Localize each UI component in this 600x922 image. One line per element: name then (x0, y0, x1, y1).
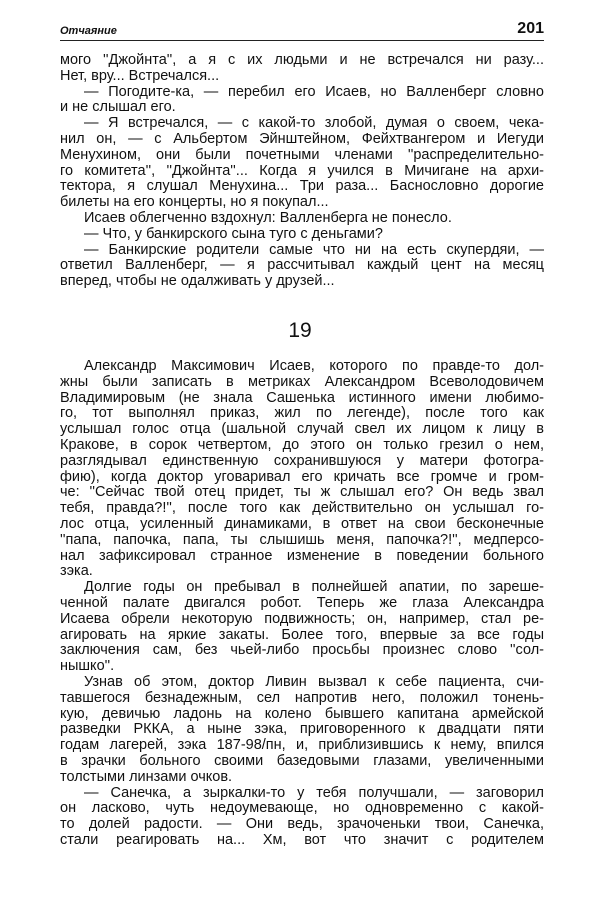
paragraph (60, 227, 544, 243)
text-line: че: ''Сейчас твой отец придет, ты ж слышал его? Он ведь звал (60, 484, 544, 501)
paragraph (60, 359, 544, 580)
text-line: — Банкирские родители самые что ни на есть скупердяи, — (84, 241, 544, 258)
text-line: — Что, у банкирского сына туго с деньгами? (84, 225, 383, 242)
running-header (60, 18, 544, 41)
text-line: Александр Максимович Исаев, которого по правде-то дол- (84, 358, 544, 374)
text-line: Кракове, в сорок четвертом, до этого он только грезил о нем, (60, 436, 544, 453)
text-line: Нет, вру... Встречался... (60, 67, 220, 84)
running-title: Отчаяние (60, 25, 117, 37)
text-line: ченной палате двигался робот. Теперь же глаза Александра (60, 594, 544, 611)
text-line: он ласково, чуть недоумевающе, но одновременно с какой- (60, 800, 544, 817)
text-line: билеты на его концерты, но я покупал... (60, 194, 329, 211)
text-line: — Санечка, а зыркалки-то у тебя получшали, — заговорил (84, 784, 544, 801)
text-line: нил он, — с Альбертом Эйнштейном, Фейхтвангером и Иегуди (60, 130, 544, 147)
text-line: нал зафиксировал странное изменение в поведении больного (60, 547, 544, 564)
text-line: кую, девичью ладонь на колено бывшего капитана армейской (60, 705, 544, 722)
text-line: тавшегося безнадежным, сел напротив него, положил тонень- (60, 689, 544, 706)
text-line: услышал голос отца (шальной случай свел их лицом к лицу в (60, 421, 544, 438)
text-line: — Я встречался, — с какой-то злобой, думая о своем, чека- (84, 115, 544, 132)
text-line: Долгие годы он пребывал в полнейшей апатии, по зареше- (84, 579, 544, 596)
text-line: Исаева обрели некоторую подвижность; он, например, стал ре- (60, 610, 544, 627)
page-number: 201 (517, 20, 544, 37)
text-line: ''папа, папочка, папа, ты слышишь меня, папочка?!'', медперсо- (60, 531, 544, 548)
text-line: годам лагерей, зэка 187-98/пн, и, приблизившись к нему, впился (60, 737, 544, 754)
text-line: зэка. (60, 563, 93, 580)
text-line: разведки РККА, а ныне зэка, приговоренного к двадцати пяти (60, 721, 544, 738)
paragraph (60, 580, 544, 675)
text-line: лос отца, усиленный динамиками, в ответ на свои бесконечные (60, 515, 544, 532)
text-line: мого ''Джойнта'', а я с их людьми и не встречался ни разу... (60, 52, 544, 68)
text-line: го, тот выполнял приказ, жил по легенде), после того как (60, 405, 544, 422)
text-line: тектора, я слушал Менухина... Три раза... Баснословно дорогие (60, 178, 544, 195)
text-line: нышко''. (60, 658, 115, 675)
text-line: Менухином, они были почетными членами ''распределительно- (60, 146, 544, 163)
paragraph (60, 243, 544, 290)
paragraph (60, 116, 544, 211)
text-line: стали реагировать на... Хм, вот что значит с родителем (60, 831, 544, 848)
text-before-chapter (60, 53, 544, 290)
text-line: Исаев облегченно вздохнул: Валленберга не понесло. (84, 209, 452, 226)
text-line: Узнав об этом, доктор Ливин вызвал к себе пациента, счи- (84, 673, 544, 690)
text-line: жны были записать в метриках Александром Всеволодовичем (60, 373, 544, 390)
text-line: агировать на яркие закаты. Более того, впервые за все годы (60, 626, 544, 643)
chapter-text (60, 359, 544, 849)
chapter-number: 19 (288, 319, 312, 342)
text-line: фию), когда доктор уговаривал его кричать все громче и гром- (60, 468, 544, 485)
paragraph (60, 53, 544, 85)
paragraph (60, 85, 544, 117)
text-line: — Погодите-ка, — перебил его Исаев, но Валленберг словно (84, 83, 544, 100)
text-line: толстыми линзами очков. (60, 768, 233, 785)
text-line: то долей радости. — Они ведь, зрачоченьки твои, Санечка, (60, 816, 544, 833)
text-line: и не слышал его. (60, 99, 176, 116)
text-line: Владимировым (не знала Сашенька истинного имени любимо- (60, 389, 544, 406)
text-line: тебя, правда?!'', после того как действительно он услышал го- (60, 500, 544, 517)
paragraph (60, 211, 544, 227)
text-line: го комитета'', ''Джойнта''... Когда я учился в Мичигане на архи- (60, 162, 544, 179)
text-line: ответил Валленберг, — я рассчитывал каждый цент на месяц (60, 257, 544, 274)
text-line: разглядывал единственную сохранившуюся у матери фотогра- (60, 452, 544, 469)
paragraph (60, 675, 544, 786)
text-line: заключения сам, без чьей-либо просьбы произнес слово ''сол- (60, 642, 544, 659)
text-line: в зрачки больного своими базедовыми глазами, увеличенными (60, 752, 544, 769)
text-line: вперед, чтобы не одалживать у друзей... (60, 273, 335, 290)
paragraph (60, 786, 544, 849)
